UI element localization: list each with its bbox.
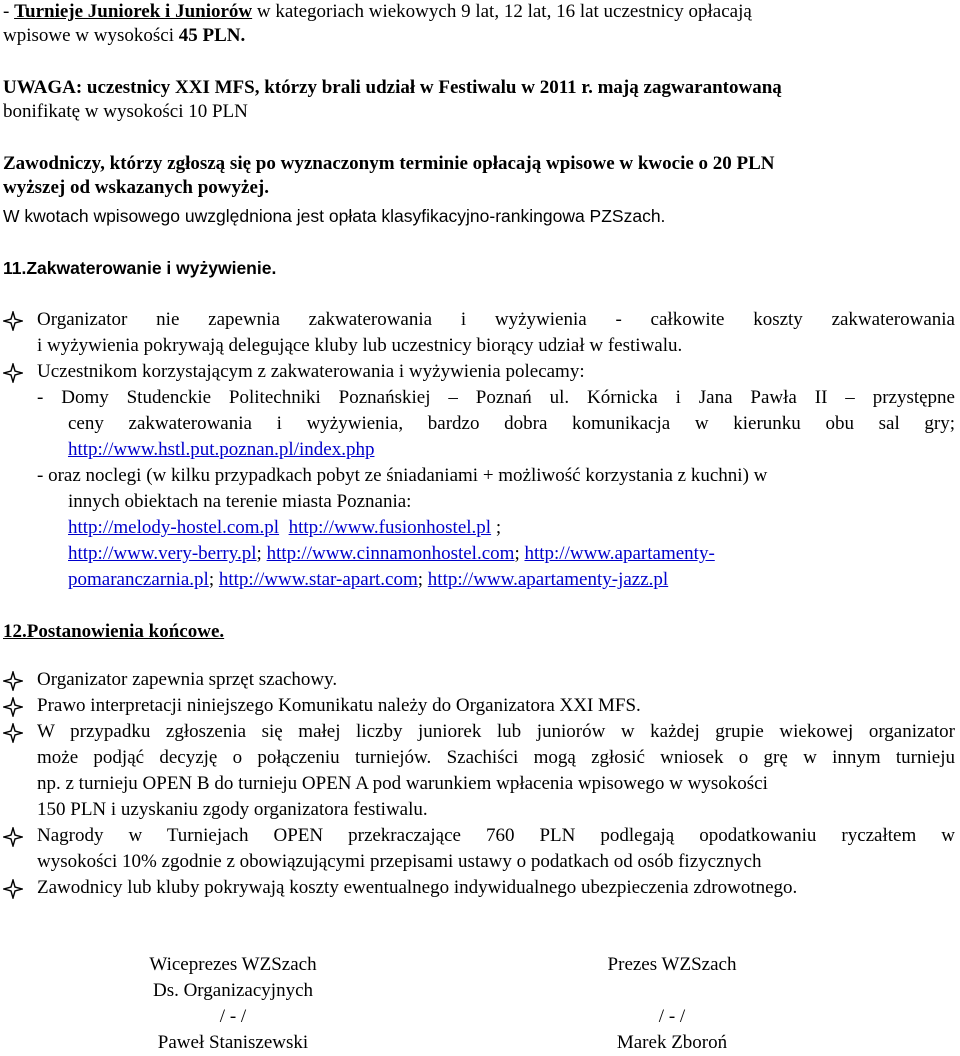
diamond-star-bullet-icon (3, 311, 25, 333)
separator: ; (417, 569, 424, 590)
signature-left-subtitle: Ds. Organizacyjnych (152, 980, 314, 1001)
section-12-heading: 12.Postanowienia końcowe. (3, 621, 225, 642)
diamond-star-bullet-icon (3, 827, 25, 849)
link-star-apart[interactable]: http://www.star-apart.com (218, 569, 418, 590)
fee-note: W kwotach wpisowego uwzględniona jest opłata klasyfikacyjno-rankingowa PZSzach. (3, 206, 666, 226)
dorms-link-line (68, 438, 374, 462)
entry-fee-juniors-line2 (3, 24, 245, 48)
s11-bullet1-line2: i wyżywienia pokrywają delegujące kluby lub uczestnicy biorący udział w festiwalu. (37, 335, 683, 356)
entry-fee-juniors-line1 (3, 0, 752, 24)
dorms-line1: - Domy Studenckie Politechniki Poznańskiej – Poznań ul. Kórnicka i Jana Pawła II – przystępne (37, 387, 955, 408)
juniors-fee-text: w kategoriach wiekowych 9 lat, 12 lat, 16 lat uczestnicy opłacają (252, 1, 752, 22)
uwaga-line1: UWAGA: uczestnicy XXI MFS, którzy brali udział w Festiwalu w 2011 r. mają zagwarantowaną (3, 77, 782, 98)
signature-right-title: Prezes WZSzach (607, 954, 737, 975)
hostel-links-row3 (68, 568, 668, 592)
link-apartamenty-jazz[interactable]: http://www.apartamenty-jazz.pl (427, 569, 669, 590)
diamond-star-bullet-icon (3, 671, 25, 693)
link-apartamenty-pomaranczarnia-part1[interactable]: http://www.apartamenty- (524, 543, 715, 564)
s12-bullet3-line3: np. z turnieju OPEN B do turnieju OPEN A pod warunkiem wpłacenia wpisowego w wysokości (37, 773, 768, 794)
link-melody-hostel[interactable]: http://melody-hostel.com.pl (68, 517, 280, 538)
separator: ; (208, 569, 215, 590)
signature-left-title: Wiceprezes WZSzach (149, 954, 317, 975)
hostel-links-row1 (68, 516, 501, 540)
s12-bullet4-line2: wysokości 10% zgodnie z obowiązującymi przepisami ustawy o podatkach od osób fizycznych (37, 851, 762, 872)
diamond-star-bullet-icon (3, 363, 25, 385)
signature-right-name: Marek Zboroń (616, 1032, 728, 1053)
uwaga-line2: bonifikatę w wysokości 10 PLN (3, 101, 248, 122)
fee-amount: 45 PLN. (178, 25, 246, 46)
s12-bullet1: Organizator zapewnia sprzęt szachowy. (37, 669, 338, 690)
signature-left (113, 952, 353, 1056)
s11-bullet1-line1: Organizator nie zapewnia zakwaterowania i wyżywienia - całkowite koszty zakwaterowania (37, 309, 955, 330)
diamond-star-bullet-icon (3, 879, 25, 901)
signature-left-name: Paweł Staniszewski (157, 1032, 309, 1053)
s12-bullet5: Zawodnicy lub kluby pokrywają koszty ewentualnego indywidualnego ubezpieczenia zdrowotnego. (37, 877, 798, 898)
separator: ; (491, 517, 502, 538)
late-registration-line1: Zawodniczy, którzy zgłoszą się po wyznaczonym terminie opłacają wpisowe w kwocie o 20 PLN (3, 153, 775, 174)
juniors-tournament-title: Turnieje Juniorek i Juniorów (14, 1, 253, 22)
hostel-links-row2 (68, 542, 715, 566)
s12-bullet3-line4: 150 PLN i uzyskaniu zgody organizatora festiwalu. (37, 799, 428, 820)
signature-left-sign: / - / (219, 1006, 247, 1027)
link-cinnamon-hostel[interactable]: http://www.cinnamonhostel.com (266, 543, 515, 564)
diamond-star-bullet-icon (3, 723, 25, 745)
s12-bullet3-line1: W przypadku zgłoszenia się małej liczby juniorek lub juniorów w każdej grupie wiekowej organizator (37, 721, 955, 742)
signature-right (552, 952, 792, 1056)
separator: ; (514, 543, 520, 564)
link-fusion-hostel[interactable]: http://www.fusionhostel.pl (288, 517, 492, 538)
hostels-line2: innych obiektach na terenie miasta Poznania: (68, 491, 412, 512)
separator: ; (256, 543, 262, 564)
s12-bullet3-line2: może podjąć decyzję o połączeniu turniejów. Szachiści mogą zgłosić wniosek o grę w innym turnieju (37, 747, 955, 768)
dash: - (3, 1, 15, 22)
s12-bullet2: Prawo interpretacji niniejszego Komunikatu należy do Organizatora XXI MFS. (37, 695, 641, 716)
s11-bullet2-line1: Uczestnikom korzystającym z zakwaterowania i wyżywienia polecamy: (37, 361, 585, 382)
dorms-line2: ceny zakwaterowania i wyżywienia, bardzo dobra komunikacja w kierunku obu sal gry; (68, 413, 955, 434)
link-hstl[interactable]: http://www.hstl.put.poznan.pl/index.php (68, 439, 375, 460)
signature-right-sign: / - / (658, 1006, 686, 1027)
late-registration-line2: wyższej od wskazanych powyżej. (3, 177, 269, 198)
section-11-heading: 11.Zakwaterowanie i wyżywienie. (3, 258, 277, 278)
link-very-berry[interactable]: http://www.very-berry.pl (68, 543, 257, 564)
diamond-star-bullet-icon (3, 697, 25, 719)
signature-right-spacer (552, 978, 792, 1004)
s12-bullet4-line1: Nagrody w Turniejach OPEN przekraczające 760 PLN podlegają opodatkowaniu ryczałtem w (37, 825, 955, 846)
hostels-line1: - oraz noclegi (w kilku przypadkach pobyt ze śniadaniami + możliwość korzystania z kuchni) w (37, 465, 768, 486)
fee-text: wpisowe w wysokości (3, 25, 179, 46)
link-apartamenty-pomaranczarnia-part2[interactable]: pomaranczarnia.pl (68, 569, 209, 590)
